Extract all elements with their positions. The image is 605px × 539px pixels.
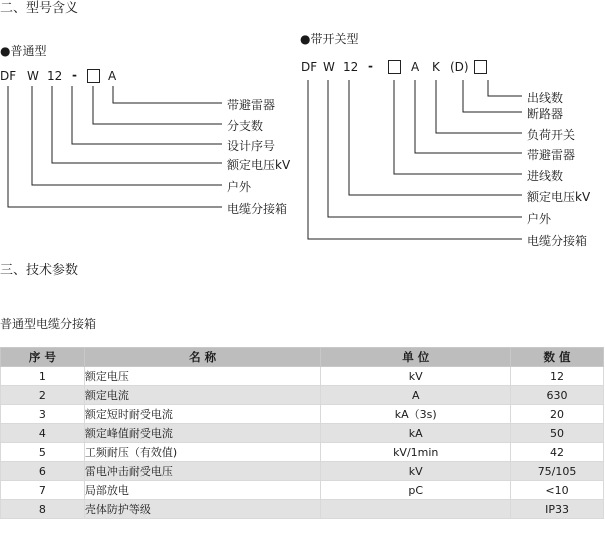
cell-value: 20 bbox=[511, 405, 604, 424]
cell-value: IP33 bbox=[511, 500, 604, 519]
table-row bbox=[1, 367, 604, 386]
table-title: 普通型电缆分接箱 bbox=[0, 317, 97, 331]
cell-name: 局部放电 bbox=[84, 481, 321, 500]
code-d: (D) bbox=[450, 60, 469, 74]
label-cable-branch-box: 电缆分接箱 bbox=[527, 234, 588, 248]
cell-serial: 4 bbox=[1, 424, 85, 443]
label-with-arrester: 带避雷器 bbox=[227, 98, 276, 112]
table-row bbox=[1, 405, 604, 424]
switch-type-title: ●带开关型 bbox=[300, 32, 359, 46]
cell-value: 50 bbox=[511, 424, 604, 443]
code-w: W bbox=[27, 69, 39, 83]
cell-serial: 7 bbox=[1, 481, 85, 500]
code-df: DF bbox=[0, 69, 17, 83]
header-unit: 单 位 bbox=[321, 348, 511, 367]
cell-unit: pC bbox=[321, 481, 511, 500]
header-name: 名 称 bbox=[84, 348, 321, 367]
table-row bbox=[1, 424, 604, 443]
table-row bbox=[1, 500, 604, 519]
cell-unit: kV bbox=[321, 462, 511, 481]
code-placeholder-box-2 bbox=[474, 60, 487, 74]
cell-name: 雷电冲击耐受电压 bbox=[84, 462, 321, 481]
label-outdoor: 户外 bbox=[227, 180, 252, 194]
cell-name: 工频耐压（有效值) bbox=[84, 443, 321, 462]
label-design-serial: 设计序号 bbox=[227, 139, 276, 153]
header-value: 数 值 bbox=[511, 348, 604, 367]
table-row bbox=[1, 462, 604, 481]
code-w: W bbox=[323, 60, 335, 74]
label-rated-voltage: 额定电压kV bbox=[527, 190, 591, 204]
cell-value: 12 bbox=[511, 367, 604, 386]
code-12: 12 bbox=[47, 69, 63, 83]
cell-unit: A bbox=[321, 386, 511, 405]
label-inlet-count: 进线数 bbox=[527, 169, 564, 183]
table-row bbox=[1, 481, 604, 500]
technical-parameters-table bbox=[0, 347, 604, 519]
ordinary-type-title: ●普通型 bbox=[0, 44, 47, 58]
cell-value: <10 bbox=[511, 481, 604, 500]
section-title-technical-params: 三、技术参数 bbox=[0, 263, 79, 278]
cell-serial: 6 bbox=[1, 462, 85, 481]
code-12: 12 bbox=[343, 60, 359, 74]
cell-unit: kV bbox=[321, 367, 511, 386]
cell-value: 42 bbox=[511, 443, 604, 462]
code-placeholder-box-1 bbox=[388, 60, 401, 74]
label-cable-branch-box: 电缆分接箱 bbox=[227, 202, 288, 216]
cell-name: 额定电压 bbox=[84, 367, 321, 386]
cell-unit: kA bbox=[321, 424, 511, 443]
label-load-switch: 负荷开关 bbox=[527, 128, 576, 142]
cell-serial: 1 bbox=[1, 367, 85, 386]
label-circuit-breaker: 断路器 bbox=[527, 107, 564, 121]
label-with-arrester: 带避雷器 bbox=[527, 148, 576, 162]
label-outdoor: 户外 bbox=[527, 212, 552, 226]
label-branch-count: 分支数 bbox=[227, 119, 264, 133]
cell-unit bbox=[321, 500, 511, 519]
cell-serial: 2 bbox=[1, 386, 85, 405]
cell-name: 额定短时耐受电流 bbox=[84, 405, 321, 424]
cell-serial: 3 bbox=[1, 405, 85, 424]
cell-value: 75/105 bbox=[511, 462, 604, 481]
table-row bbox=[1, 386, 604, 405]
table-row bbox=[1, 443, 604, 462]
code-dash: - bbox=[368, 59, 373, 73]
code-a: A bbox=[108, 69, 117, 83]
code-k: K bbox=[432, 60, 440, 74]
table-header-row bbox=[1, 348, 604, 367]
cell-value: 630 bbox=[511, 386, 604, 405]
code-df: DF bbox=[301, 60, 318, 74]
cell-serial: 8 bbox=[1, 500, 85, 519]
cell-unit: kV/1min bbox=[321, 443, 511, 462]
code-dash: - bbox=[72, 68, 77, 82]
cell-name: 壳体防护等级 bbox=[84, 500, 321, 519]
header-serial-no: 序 号 bbox=[1, 348, 85, 367]
cell-name: 额定电流 bbox=[84, 386, 321, 405]
cell-serial: 5 bbox=[1, 443, 85, 462]
section-title-model-meaning: 二、型号含义 bbox=[0, 1, 79, 16]
code-a: A bbox=[411, 60, 420, 74]
cell-name: 额定峰值耐受电流 bbox=[84, 424, 321, 443]
label-outlet-count: 出线数 bbox=[527, 91, 564, 105]
cell-unit: kA（3s) bbox=[321, 405, 511, 424]
label-rated-voltage: 额定电压kV bbox=[227, 158, 291, 172]
